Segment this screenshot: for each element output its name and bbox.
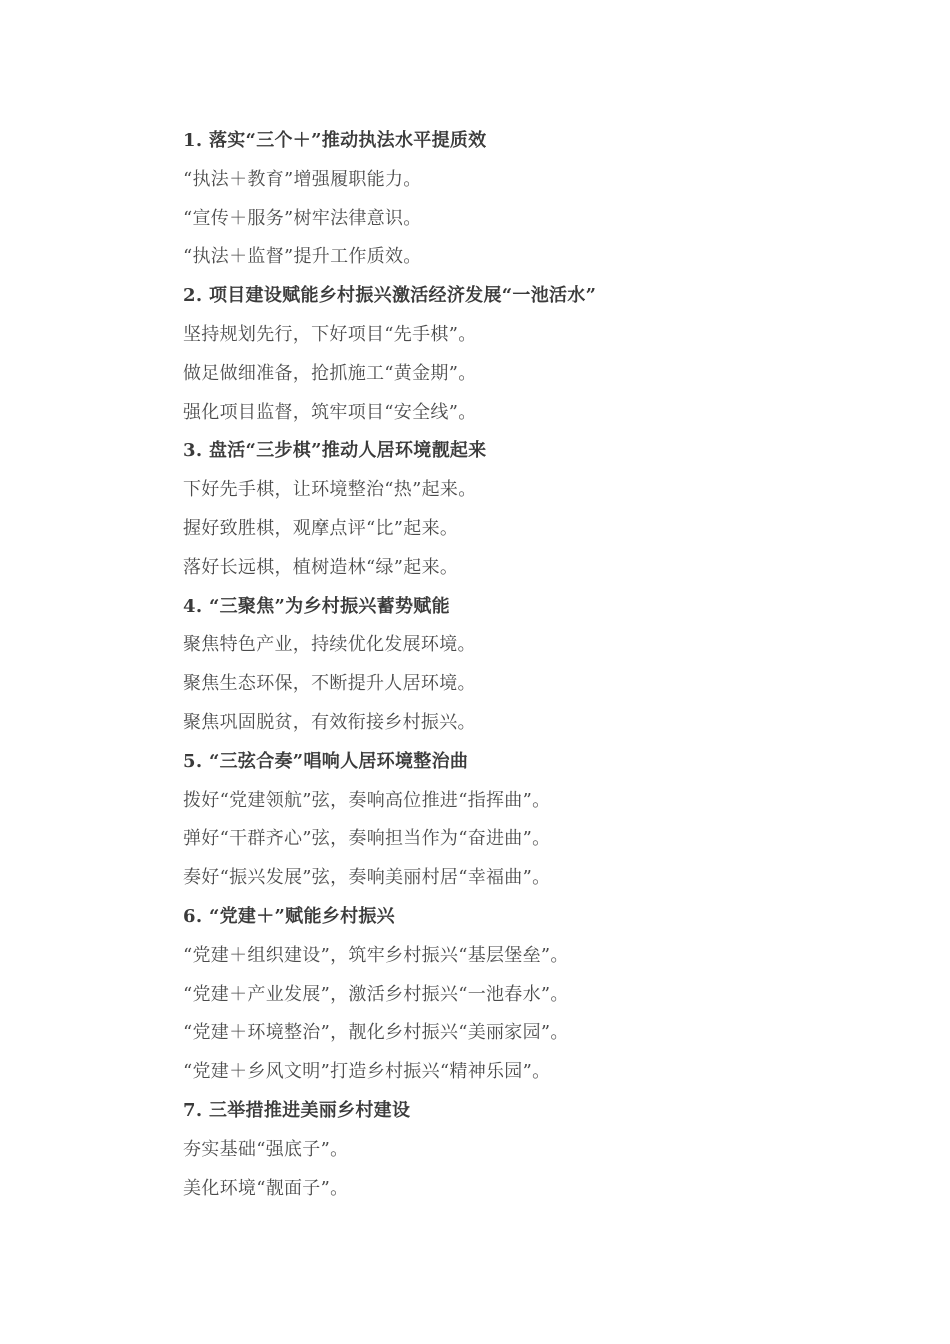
section-item: 美化环境“靓面子”。 xyxy=(183,1177,349,1199)
section-item: 弹好“干群齐心”弦，奏响担当作为“奋进曲”。 xyxy=(183,828,551,850)
section-item: “执法＋监督”提升工作质效。 xyxy=(183,246,422,268)
section-item: 坚持规划先行，下好项目“先手棋”。 xyxy=(183,323,477,345)
section-item: 下好先手棋，让环境整治“热”起来。 xyxy=(183,479,477,501)
section-item: 聚焦生态环保，不断提升人居环境。 xyxy=(183,673,476,695)
section-heading: 7. 三举措推进美丽乡村建设 xyxy=(183,1099,411,1121)
section-item: 落好长远棋，植树造林“绿”起来。 xyxy=(183,556,459,578)
section-heading: 4. “三聚焦”为乡村振兴蓄势赋能 xyxy=(183,595,450,617)
section-heading: 1. 落实“三个＋”推动执法水平提质效 xyxy=(183,130,487,151)
section-heading: 3. 盘活“三步棋”推动人居环境靓起来 xyxy=(183,440,487,462)
section-item: “党建＋产业发展”，激活乡村振兴“一池春水”。 xyxy=(183,983,569,1005)
section-item: 强化项目监督，筑牢项目“安全线”。 xyxy=(183,401,477,423)
document-body xyxy=(183,122,883,1208)
section-item: 聚焦特色产业，持续优化发展环境。 xyxy=(183,634,476,656)
section-heading: 6. “党建＋”赋能乡村振兴 xyxy=(183,905,395,927)
section-item: 聚焦巩固脱贫，有效衔接乡村振兴。 xyxy=(183,711,476,733)
section-item: “党建＋乡风文明”打造乡村振兴“精神乐园”。 xyxy=(183,1061,551,1083)
section-item: 握好致胜棋，观摩点评“比”起来。 xyxy=(183,517,459,539)
section-heading: 5. “三弦合奏”唱响人居环境整治曲 xyxy=(183,750,469,772)
section-heading: 2. 项目建设赋能乡村振兴激活经济发展“一池活水” xyxy=(183,285,597,307)
section-item: 奏好“振兴发展”弦，奏响美丽村居“幸福曲”。 xyxy=(183,867,551,889)
section-item: 夯实基础“强底子”。 xyxy=(183,1138,349,1160)
section-item: “执法＋教育”增强履职能力。 xyxy=(183,168,422,190)
section-item: “党建＋组织建设”，筑牢乡村振兴“基层堡垒”。 xyxy=(183,944,569,966)
section-item: “党建＋环境整治”，靓化乡村振兴“美丽家园”。 xyxy=(183,1022,569,1044)
section-item: 做足做细准备，抢抓施工“黄金期”。 xyxy=(183,362,477,384)
section-item: 拨好“党建领航”弦，奏响高位推进“指挥曲”。 xyxy=(183,789,551,811)
section-item: “宣传＋服务”树牢法律意识。 xyxy=(183,207,422,229)
